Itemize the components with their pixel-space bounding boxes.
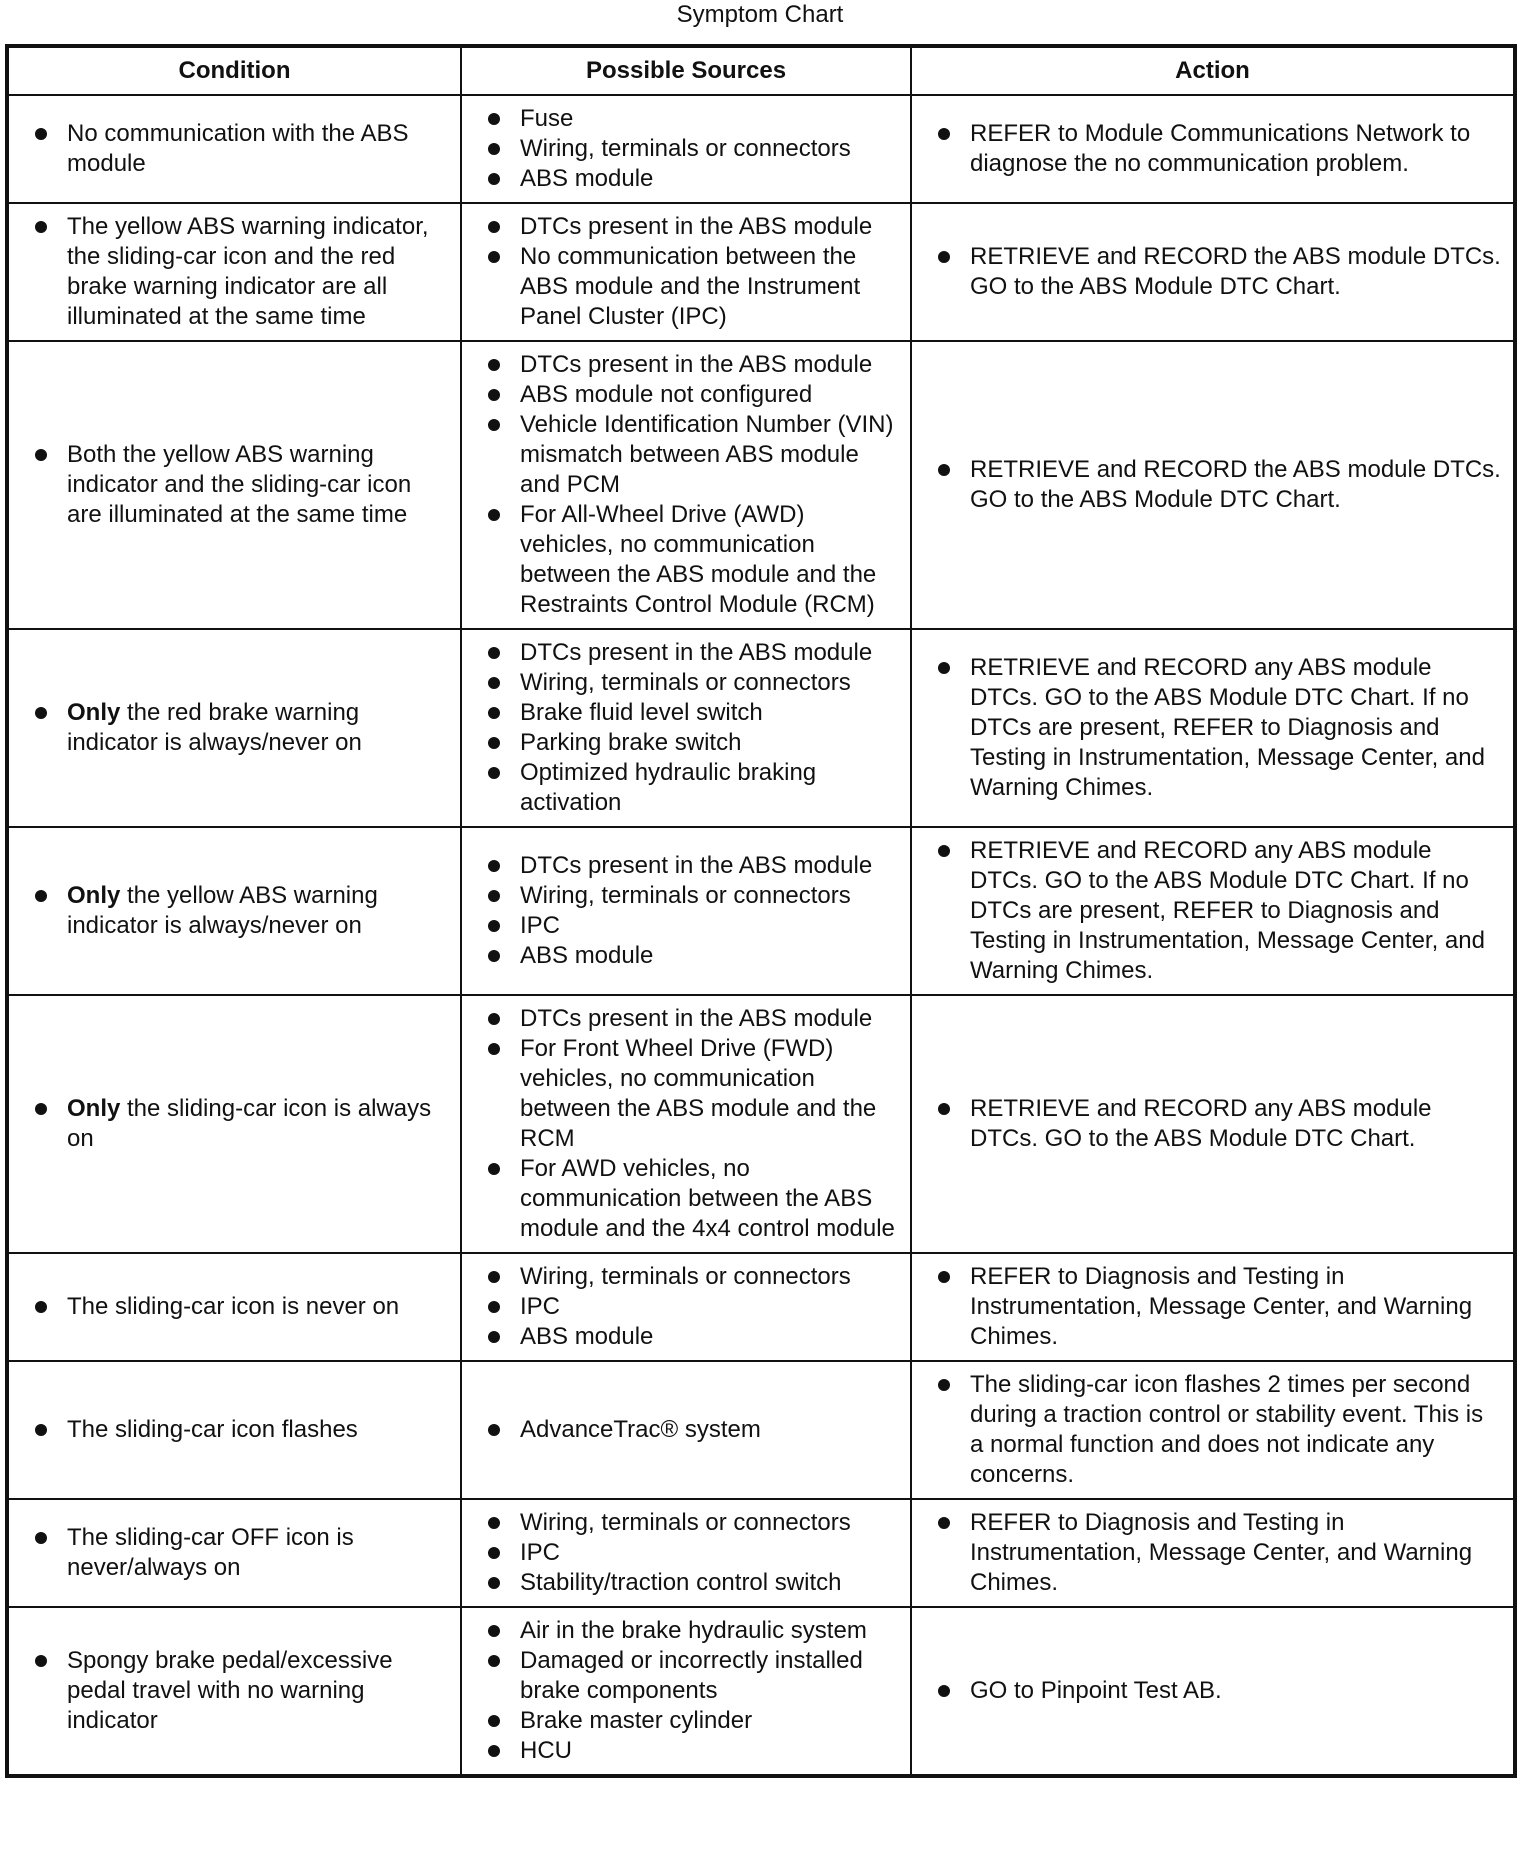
possible-sources-cell (461, 1607, 911, 1776)
header-condition: Condition (7, 46, 461, 95)
condition-list (35, 698, 450, 758)
table-row (7, 95, 1515, 203)
condition-item (35, 1646, 450, 1736)
header-action: Action (911, 46, 1515, 95)
condition-cell (7, 203, 461, 341)
action-list (938, 836, 1503, 986)
table-row (7, 203, 1515, 341)
possible-sources-cell (461, 203, 911, 341)
action-cell (911, 1253, 1515, 1361)
page-title: Symptom Chart (676, 1, 844, 28)
source-item: IPC (488, 1538, 900, 1568)
possible-sources-cell (461, 341, 911, 629)
source-item: Fuse (488, 104, 900, 134)
condition-item (35, 1094, 450, 1154)
source-item: Optimized hydraulic braking activation (488, 758, 900, 818)
symptom-chart-table (5, 44, 1517, 1778)
table-row (7, 1361, 1515, 1499)
header-row (7, 46, 1515, 95)
sources-list (488, 638, 900, 818)
action-list (938, 455, 1503, 515)
condition-item (35, 1415, 450, 1445)
action-cell (911, 1607, 1515, 1776)
source-item: DTCs present in the ABS module (488, 212, 900, 242)
condition-cell (7, 1361, 461, 1499)
condition-cell (7, 341, 461, 629)
possible-sources-cell (461, 827, 911, 995)
condition-text: The sliding-car icon is never on (67, 1293, 400, 1320)
condition-item (35, 881, 450, 941)
condition-text: The sliding-car OFF icon is never/always on (67, 1524, 354, 1581)
condition-cell (7, 827, 461, 995)
condition-item (35, 698, 450, 758)
table-row (7, 1499, 1515, 1607)
action-list (938, 1676, 1503, 1706)
action-cell (911, 203, 1515, 341)
source-item: DTCs present in the ABS module (488, 638, 900, 668)
action-item: RETRIEVE and RECORD the ABS module DTCs. GO to the ABS Module DTC Chart. (938, 242, 1503, 302)
condition-cell (7, 95, 461, 203)
action-cell (911, 95, 1515, 203)
condition-list (35, 212, 450, 332)
sources-list (488, 851, 900, 971)
source-item: Wiring, terminals or connectors (488, 1262, 900, 1292)
possible-sources-cell (461, 995, 911, 1253)
source-item: HCU (488, 1736, 900, 1766)
source-item: No communication between the ABS module and the Instrument Panel Cluster (IPC) (488, 242, 900, 332)
condition-item (35, 212, 450, 332)
condition-text: The sliding-car icon flashes (67, 1416, 358, 1443)
sources-list (488, 1415, 900, 1445)
source-item: ABS module (488, 1322, 900, 1352)
source-item: For Front Wheel Drive (FWD) vehicles, no communication between the ABS module and the RCM (488, 1034, 900, 1154)
sources-list (488, 104, 900, 194)
possible-sources-cell (461, 95, 911, 203)
table-row (7, 1253, 1515, 1361)
action-item: The sliding-car icon flashes 2 times per second during a traction control or stability event. This is a normal function and does not indicate any concerns. (938, 1370, 1503, 1490)
condition-cell (7, 1499, 461, 1607)
action-item: RETRIEVE and RECORD any ABS module DTCs. GO to the ABS Module DTC Chart. If no DTCs are present, REFER to Diagnosis and Testing in Instrumentation, Message Center, and Warning Chimes. (938, 653, 1503, 803)
source-item: Wiring, terminals or connectors (488, 1508, 900, 1538)
sources-list (488, 350, 900, 620)
condition-text: the yellow ABS warning indicator is always/never on (67, 882, 385, 939)
condition-item (35, 1523, 450, 1583)
action-cell (911, 341, 1515, 629)
action-item: RETRIEVE and RECORD the ABS module DTCs. GO to the ABS Module DTC Chart. (938, 455, 1503, 515)
action-list (938, 1094, 1503, 1154)
source-item: ABS module (488, 164, 900, 194)
source-item: For AWD vehicles, no communication between the ABS module and the 4x4 control module (488, 1154, 900, 1244)
action-item: RETRIEVE and RECORD any ABS module DTCs. GO to the ABS Module DTC Chart. If no DTCs are present, REFER to Diagnosis and Testing in Instrumentation, Message Center, and Warning Chimes. (938, 836, 1503, 986)
source-item: DTCs present in the ABS module (488, 851, 900, 881)
action-cell (911, 629, 1515, 827)
header-possible-sources: Possible Sources (461, 46, 911, 95)
sources-list (488, 1004, 900, 1244)
source-item: ABS module not configured (488, 380, 900, 410)
condition-text: Both the yellow ABS warning indicator and the sliding-car icon are illuminated at the same time (67, 441, 412, 528)
source-item: IPC (488, 911, 900, 941)
sources-list (488, 212, 900, 332)
action-list (938, 242, 1503, 302)
condition-list (35, 1292, 450, 1322)
condition-emphasis: Only (67, 699, 121, 726)
action-list (938, 1508, 1503, 1598)
source-item: Parking brake switch (488, 728, 900, 758)
table-body (7, 95, 1515, 1776)
source-item: DTCs present in the ABS module (488, 350, 900, 380)
condition-list (35, 1646, 450, 1736)
sources-list (488, 1262, 900, 1352)
condition-emphasis: Only (67, 882, 121, 909)
source-item: Brake fluid level switch (488, 698, 900, 728)
condition-emphasis: Only (67, 1095, 121, 1122)
condition-text: The yellow ABS warning indicator, the sliding-car icon and the red brake warning indicator are all illuminated at the same time (67, 213, 429, 330)
condition-cell (7, 1253, 461, 1361)
action-cell (911, 1361, 1515, 1499)
action-list (938, 653, 1503, 803)
condition-list (35, 1523, 450, 1583)
action-list (938, 1370, 1503, 1490)
table-row (7, 629, 1515, 827)
source-item: DTCs present in the ABS module (488, 1004, 900, 1034)
source-item: Air in the brake hydraulic system (488, 1616, 900, 1646)
source-item: Wiring, terminals or connectors (488, 668, 900, 698)
source-item: IPC (488, 1292, 900, 1322)
condition-list (35, 440, 450, 530)
condition-cell (7, 995, 461, 1253)
action-item: GO to Pinpoint Test AB. (938, 1676, 1503, 1706)
action-item: REFER to Diagnosis and Testing in Instrumentation, Message Center, and Warning Chimes. (938, 1262, 1503, 1352)
source-item: For All-Wheel Drive (AWD) vehicles, no communication between the ABS module and the Restraints Control Module (RCM) (488, 500, 900, 620)
source-item: Stability/traction control switch (488, 1568, 900, 1598)
sources-list (488, 1616, 900, 1766)
sources-list (488, 1508, 900, 1598)
condition-list (35, 119, 450, 179)
source-item: AdvanceTrac® system (488, 1415, 900, 1445)
table-row (7, 341, 1515, 629)
condition-list (35, 881, 450, 941)
condition-list (35, 1094, 450, 1154)
source-item: Damaged or incorrectly installed brake components (488, 1646, 900, 1706)
possible-sources-cell (461, 1499, 911, 1607)
condition-list (35, 1415, 450, 1445)
source-item: Wiring, terminals or connectors (488, 881, 900, 911)
condition-item (35, 1292, 450, 1322)
possible-sources-cell (461, 1361, 911, 1499)
source-item: Wiring, terminals or connectors (488, 134, 900, 164)
condition-text: No communication with the ABS module (67, 120, 409, 177)
condition-text: the sliding-car icon is always on (67, 1095, 438, 1152)
condition-cell (7, 629, 461, 827)
condition-text: Spongy brake pedal/excessive pedal travel with no warning indicator (67, 1647, 393, 1734)
action-item: REFER to Module Communications Network to diagnose the no communication problem. (938, 119, 1503, 179)
source-item: Vehicle Identification Number (VIN) mismatch between ABS module and PCM (488, 410, 900, 500)
possible-sources-cell (461, 629, 911, 827)
table-row (7, 995, 1515, 1253)
action-list (938, 1262, 1503, 1352)
condition-item (35, 119, 450, 179)
action-list (938, 119, 1503, 179)
action-item: REFER to Diagnosis and Testing in Instrumentation, Message Center, and Warning Chimes. (938, 1508, 1503, 1598)
source-item: Brake master cylinder (488, 1706, 900, 1736)
action-cell (911, 995, 1515, 1253)
action-cell (911, 827, 1515, 995)
action-cell (911, 1499, 1515, 1607)
condition-cell (7, 1607, 461, 1776)
action-item: RETRIEVE and RECORD any ABS module DTCs. GO to the ABS Module DTC Chart. (938, 1094, 1503, 1154)
condition-item (35, 440, 450, 530)
table-row (7, 1607, 1515, 1776)
source-item: ABS module (488, 941, 900, 971)
table-row (7, 827, 1515, 995)
possible-sources-cell (461, 1253, 911, 1361)
condition-text: the red brake warning indicator is always/never on (67, 699, 366, 756)
